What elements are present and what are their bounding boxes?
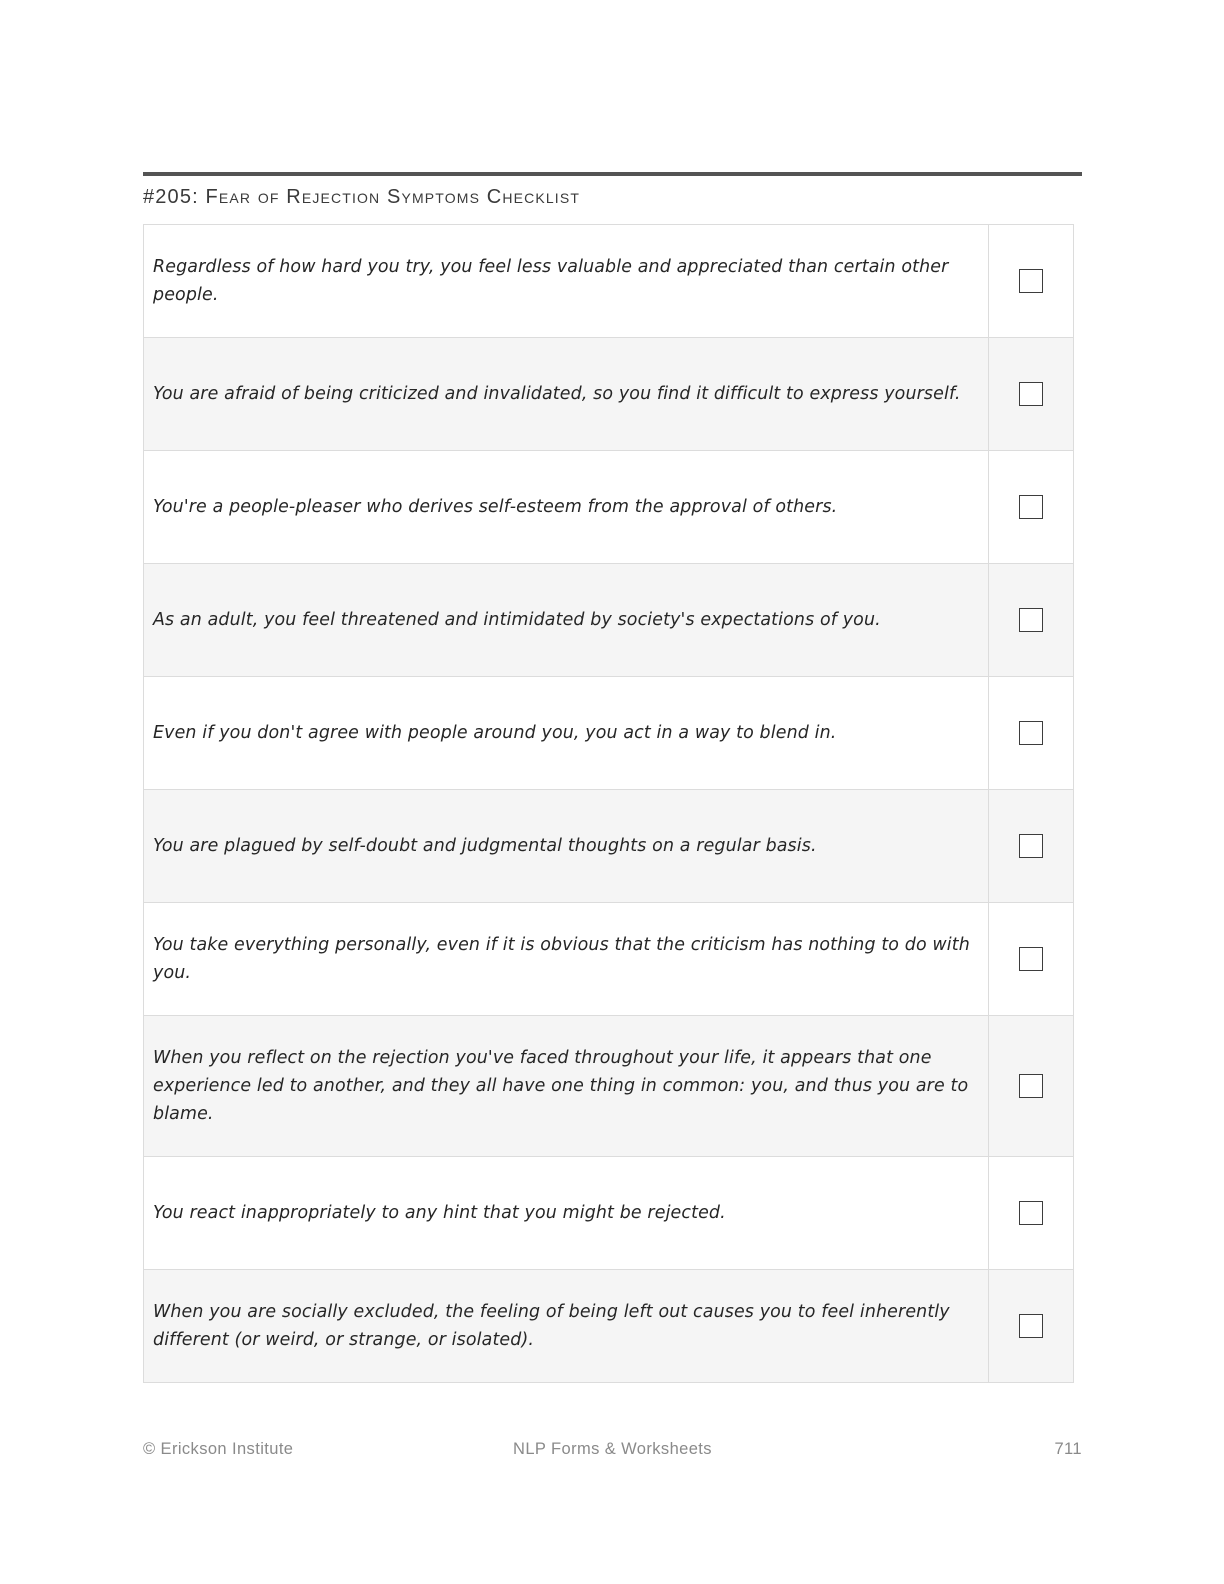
statement-cell: [144, 225, 989, 338]
checkbox-icon[interactable]: [1019, 495, 1043, 519]
table-row: [144, 1016, 1074, 1157]
table-row: [144, 338, 1074, 451]
checkbox-icon[interactable]: [1019, 382, 1043, 406]
statement-cell: [144, 790, 989, 903]
checkbox-cell[interactable]: [989, 1270, 1074, 1383]
statement-text: Regardless of how hard you try, you feel less valuable and appreciated than certain other people.: [153, 257, 949, 305]
page-title: #205: Fear of Rejection Symptoms Checklist: [143, 186, 581, 208]
footer-page-number: 711: [1054, 1440, 1082, 1458]
checkbox-icon[interactable]: [1019, 1201, 1043, 1225]
checkbox-icon[interactable]: [1019, 608, 1043, 632]
checkbox-cell[interactable]: [989, 677, 1074, 790]
table-row: [144, 1157, 1074, 1270]
checkbox-cell[interactable]: [989, 564, 1074, 677]
footer-copyright: © Erickson Institute: [143, 1440, 294, 1458]
statement-text: Even if you don't agree with people around you, you act in a way to blend in.: [153, 723, 837, 743]
table-row: [144, 451, 1074, 564]
checkbox-icon[interactable]: [1019, 947, 1043, 971]
statement-cell: [144, 903, 989, 1016]
statement-text: You react inappropriately to any hint that you might be rejected.: [153, 1203, 726, 1223]
table-row: [144, 790, 1074, 903]
statement-text: When you are socially excluded, the feeling of being left out causes you to feel inherently different (or weird, or strange, or isolated).: [153, 1302, 950, 1350]
statement-cell: [144, 677, 989, 790]
statement-text: You're a people-pleaser who derives self-esteem from the approval of others.: [153, 497, 838, 517]
statement-cell: [144, 1270, 989, 1383]
checkbox-icon[interactable]: [1019, 834, 1043, 858]
checkbox-cell[interactable]: [989, 1157, 1074, 1270]
checkbox-icon[interactable]: [1019, 269, 1043, 293]
checkbox-icon[interactable]: [1019, 1074, 1043, 1098]
checklist-body: [144, 225, 1074, 1383]
checkbox-cell[interactable]: [989, 451, 1074, 564]
table-row: [144, 903, 1074, 1016]
statement-text: You are plagued by self-doubt and judgmental thoughts on a regular basis.: [153, 836, 817, 856]
statement-cell: [144, 338, 989, 451]
table-row: [144, 677, 1074, 790]
statement-text: You take everything personally, even if it is obvious that the criticism has nothing to do with you.: [153, 935, 970, 983]
table-row: [144, 1270, 1074, 1383]
symptoms-checklist-table: [143, 224, 1074, 1383]
table-row: [144, 225, 1074, 338]
table-row: [144, 564, 1074, 677]
checkbox-cell[interactable]: [989, 225, 1074, 338]
checkbox-cell[interactable]: [989, 1016, 1074, 1157]
checkbox-cell[interactable]: [989, 790, 1074, 903]
checkbox-cell[interactable]: [989, 338, 1074, 451]
statement-cell: [144, 1016, 989, 1157]
checkbox-icon[interactable]: [1019, 721, 1043, 745]
checkbox-icon[interactable]: [1019, 1314, 1043, 1338]
statement-cell: [144, 564, 989, 677]
statement-text: When you reflect on the rejection you've faced throughout your life, it appears that one experience led to another, and they all have one thing in common: you, and thus you are to blame.: [153, 1048, 969, 1124]
statement-cell: [144, 1157, 989, 1270]
statement-text: As an adult, you feel threatened and intimidated by society's expectations of you.: [153, 610, 881, 630]
statement-cell: [144, 451, 989, 564]
header-rule: [143, 172, 1082, 176]
footer-series-title: NLP Forms & Worksheets: [513, 1440, 712, 1458]
page-footer: [143, 1436, 1082, 1462]
checkbox-cell[interactable]: [989, 903, 1074, 1016]
statement-text: You are afraid of being criticized and invalidated, so you find it difficult to express yourself.: [153, 384, 961, 404]
